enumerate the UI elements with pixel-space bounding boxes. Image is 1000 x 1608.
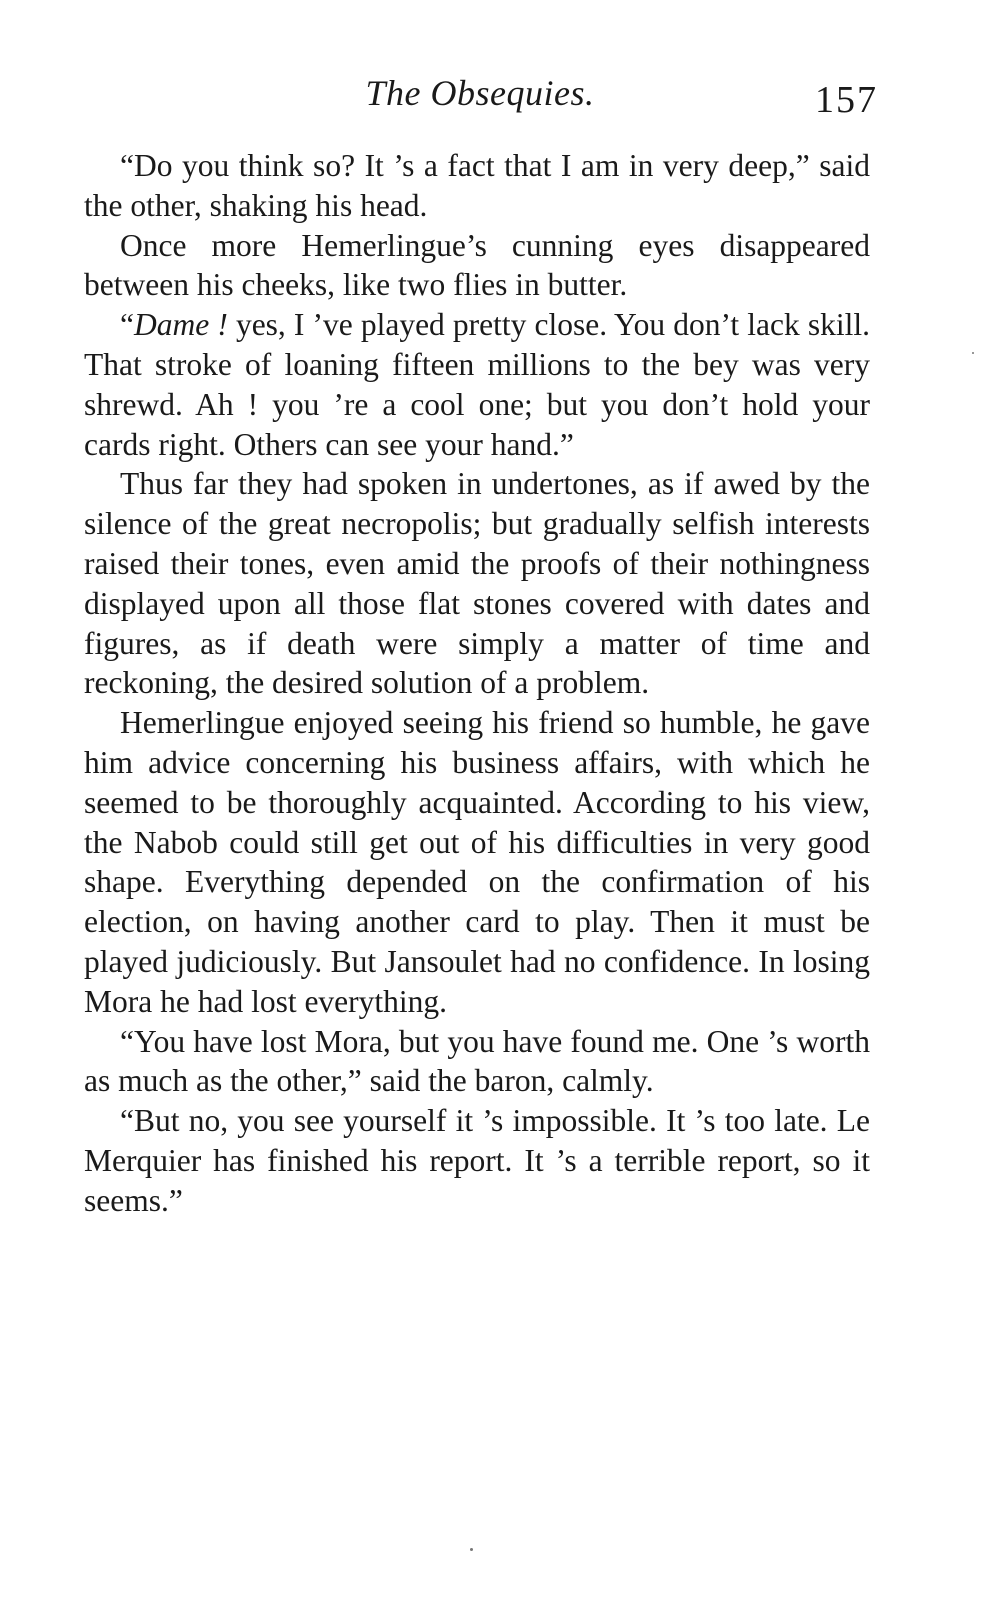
italic-exclamation: Dame ! <box>133 307 228 343</box>
running-head <box>82 72 878 124</box>
body-text <box>84 146 870 1221</box>
paragraph-2: Once more Hemerlingue’s cunning eyes disappeared between his cheeks, like two flies in butter. <box>84 227 870 303</box>
running-title: The Obsequies. <box>365 73 595 113</box>
paper-speck <box>972 352 974 354</box>
paragraph-7: “But no, you see yourself it ’s impossible. It ’s too late. Le Merquier has finished his report. It ’s a terrible report, so it seems.” <box>84 1103 870 1218</box>
page-number: 157 <box>815 79 878 121</box>
paragraph-6: “You have lost Mora, but you have found me. One ’s worth as much as the other,” said the baron, calmly. <box>84 1023 870 1099</box>
paper-speck <box>470 1548 473 1551</box>
paragraph-4: Thus far they had spoken in undertones, as if awed by the silence of the great necropolis; but gradually selfish interests raised their tones, even amid the proofs of their nothingness displayed upon all those flat stones covered with dates and figures, as if death were simply a matter of time and reckoning, the desired solution of a problem. <box>84 466 870 701</box>
opening-quote: “ <box>120 307 134 343</box>
paragraph-3 <box>84 305 870 464</box>
paragraph-5: Hemerlingue enjoyed seeing his friend so humble, he gave him advice concerning his business affairs, with which he seemed to be thoroughly acquainted. According to his view, the Nabob could still get out of his difficulties in very good shape. Everything depended on the confirmation of his election, on having another card to play. Then it must be played judiciously. But Jansoulet had no confidence. In losing Mora he had lost everything. <box>84 705 870 1019</box>
paragraph-1: “Do you think so? It ’s a fact that I am in very deep,” said the other, shaking his head. <box>84 148 870 223</box>
paragraph-3-rest: yes, I ’ve played pretty close. You don’t lack skill. That stroke of loaning fifteen millions to the bey was very shrewd. Ah ! you ’re a cool one; but you don’t hold your cards right. Others can see your hand.” <box>84 307 870 462</box>
